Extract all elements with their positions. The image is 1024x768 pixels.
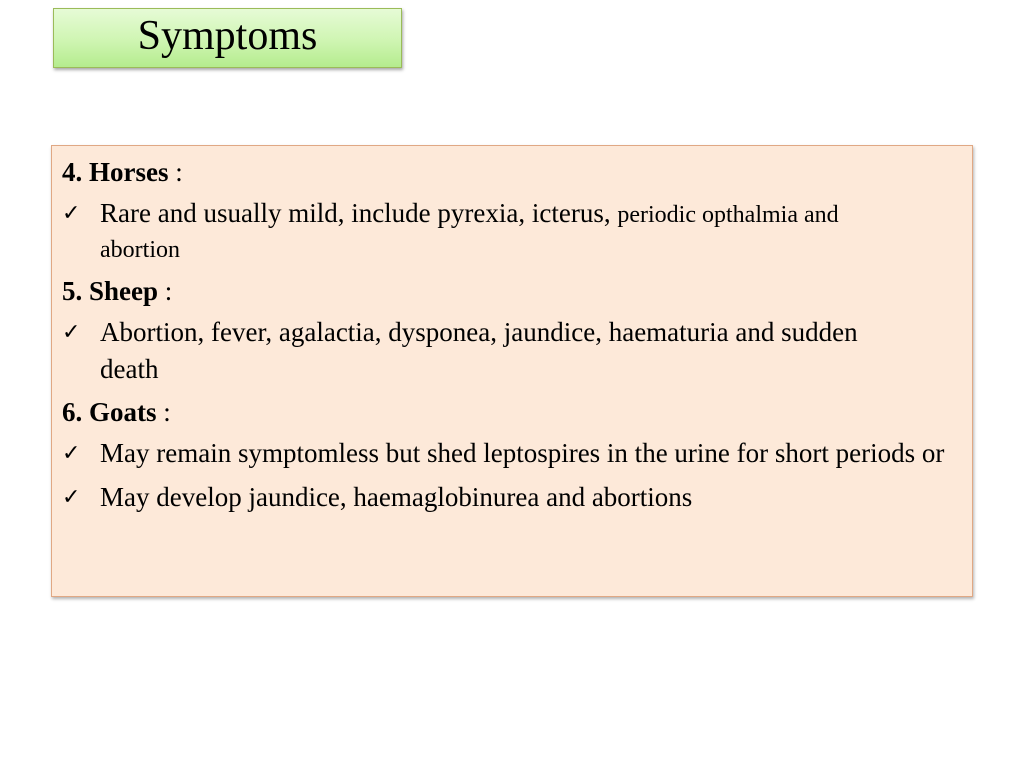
bullet-text: Rare and usually mild, include pyrexia, icterus, (100, 198, 618, 228)
slide-title: Symptoms (137, 13, 318, 59)
check-icon: ✓ (62, 201, 81, 226)
section-heading-sheep (62, 274, 962, 308)
heading-name: Goats (89, 397, 157, 427)
bullet-item (62, 195, 962, 266)
bullet-item (62, 435, 960, 472)
heading-number: 4. (62, 157, 89, 187)
bullet-text: May develop jaundice, haemaglobinurea and abortions (100, 482, 693, 512)
heading-name: Horses (89, 157, 169, 187)
section-heading-horses (62, 155, 962, 189)
check-icon: ✓ (62, 441, 81, 466)
content-box (51, 145, 973, 597)
section-heading-goats (62, 395, 962, 429)
bullet-item (62, 314, 900, 388)
bullet-text-continued: abortion (100, 237, 180, 263)
bullet-text: Abortion, fever, agalactia, dysponea, jaundice, haematuria and sudden death (100, 317, 858, 384)
check-icon: ✓ (62, 320, 81, 345)
bullet-text: May remain symptomless but shed leptospires in the urine for short periods or (100, 438, 945, 468)
heading-name: Sheep (89, 276, 159, 306)
title-box (53, 8, 402, 68)
bullet-item (62, 479, 962, 516)
bullet-text-small: periodic opthalmia and (617, 202, 839, 228)
heading-number: 5. (62, 276, 89, 306)
check-icon: ✓ (62, 485, 81, 510)
heading-number: 6. (62, 397, 89, 427)
heading-suffix: : (156, 397, 171, 427)
heading-suffix: : (158, 276, 173, 306)
heading-suffix: : (168, 157, 183, 187)
